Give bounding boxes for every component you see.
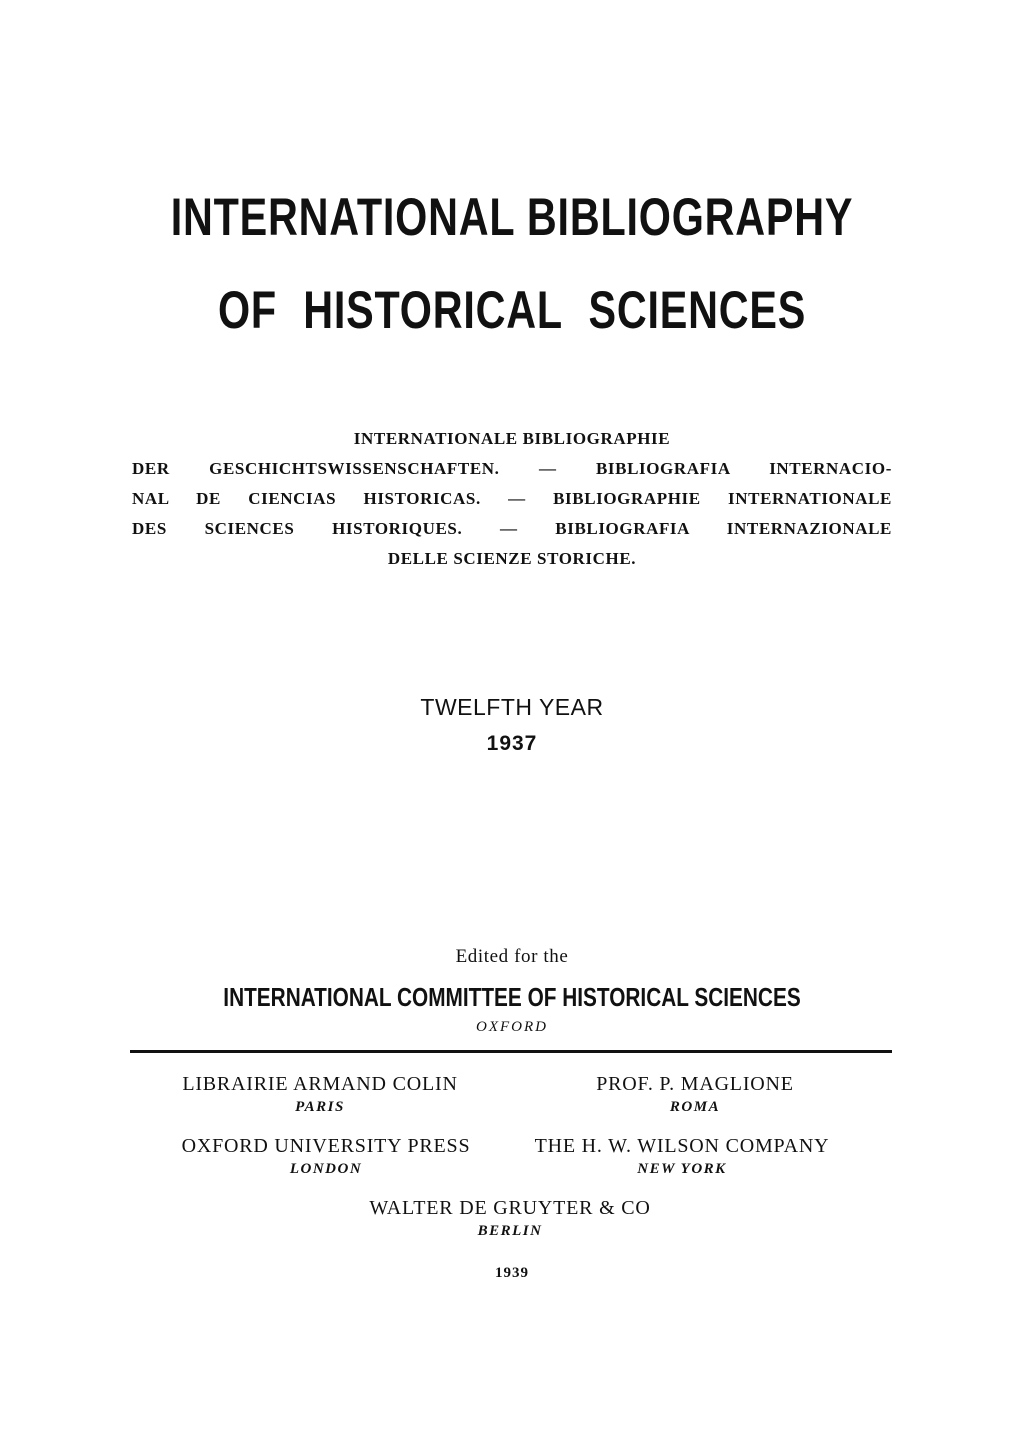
publisher-city: LONDON [289, 1161, 363, 1177]
edition-year-wrap [0, 732, 1024, 756]
publisher-name: OXFORD UNIVERSITY PRESS [181, 1135, 471, 1157]
publisher-city: BERLIN [477, 1223, 543, 1239]
subtitle-line-1: INTERNATIONALE BIBLIOGRAPHIE [353, 429, 671, 448]
publisher-name: LIBRAIRIE ARMAND COLIN [182, 1073, 458, 1095]
committee-city: OXFORD [476, 1019, 548, 1035]
publisher-berlin [330, 1196, 690, 1242]
edition-label: TWELFTH YEAR [420, 694, 604, 720]
committee-city-wrap [0, 1018, 1024, 1036]
subtitle-line-4: DES SCIENCES HISTORIQUES. — BIBLIOGRAFIA INTERNAZIONALE [132, 519, 892, 538]
edition-label-wrap [0, 694, 1024, 721]
publication-year-wrap [0, 1264, 1024, 1282]
publisher-city: ROMA [669, 1099, 721, 1115]
publication-year: 1939 [495, 1265, 529, 1281]
main-title-line-1-wrap [0, 188, 1024, 247]
publisher-city: NEW YORK [637, 1161, 727, 1177]
subtitle-line-2: DER GESCHICHTSWISSENSCHAFTEN. — BIBLIOGRAFIA INTERNACIO- [132, 459, 892, 478]
edited-for-wrap [0, 946, 1024, 968]
divider-rule [130, 1050, 892, 1053]
publisher-name: THE H. W. WILSON COMPANY [534, 1135, 830, 1157]
multilingual-subtitle [132, 424, 892, 574]
subtitle-line-5: DELLE SCIENZE STORICHE. [387, 549, 637, 568]
publisher-name: WALTER DE GRUYTER & CO [369, 1197, 651, 1219]
main-title-line-2: OF HISTORICAL SCIENCES [217, 281, 807, 340]
publisher-new-york [502, 1134, 862, 1180]
committee-name: INTERNATIONAL COMMITTEE OF HISTORICAL SCIENCES [223, 982, 801, 1012]
publisher-roma [515, 1072, 875, 1118]
publisher-city: PARIS [295, 1099, 345, 1115]
committee-wrap [0, 982, 1024, 1013]
publisher-paris [140, 1072, 500, 1118]
main-title-line-2-wrap [0, 281, 1024, 340]
publisher-london [146, 1134, 506, 1180]
edited-for-text: Edited for the [455, 946, 569, 967]
publisher-name: PROF. P. MAGLIONE [596, 1073, 794, 1095]
main-title-line-1: INTERNATIONAL BIBLIOGRAPHY [170, 188, 854, 247]
edition-year: 1937 [486, 732, 538, 755]
subtitle-line-3: NAL DE CIENCIAS HISTORICAS. — BIBLIOGRAPHIE INTERNATIONALE [132, 489, 892, 508]
